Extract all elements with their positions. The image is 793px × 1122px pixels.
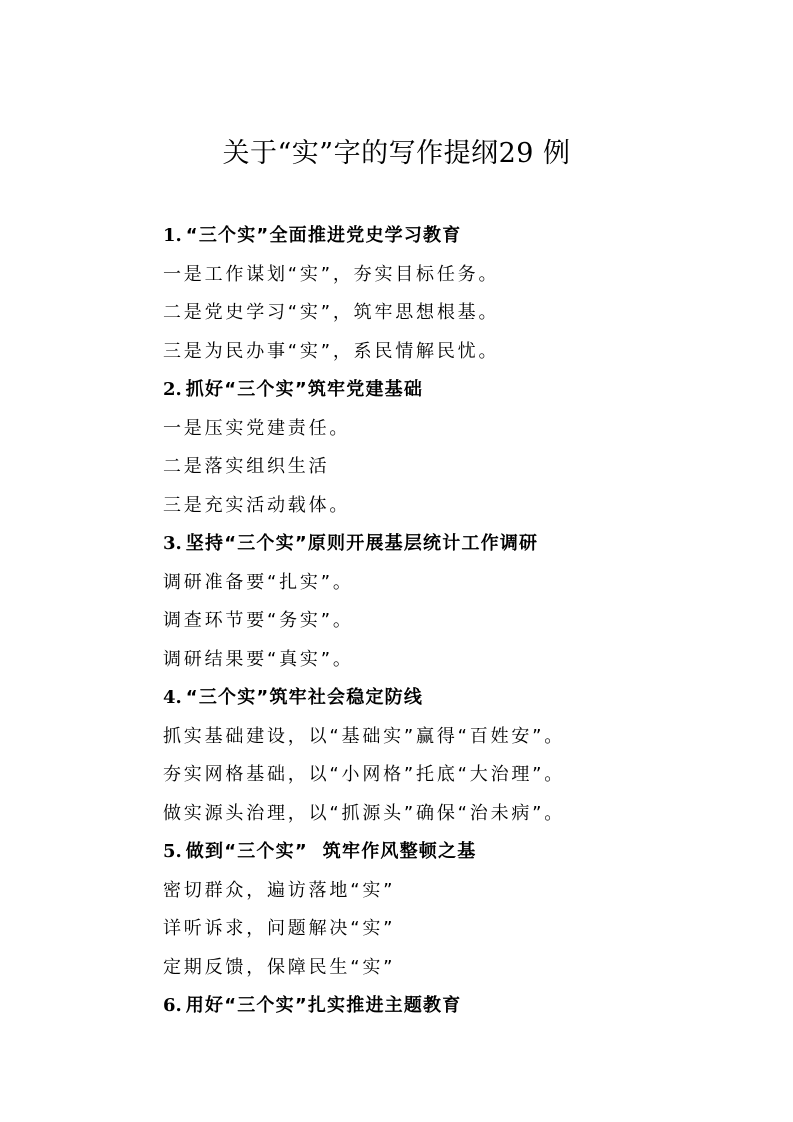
section-heading — [163, 987, 763, 1026]
section-heading — [163, 371, 763, 410]
document-body — [163, 217, 763, 1026]
section-item: 二是落实组织生活 — [163, 456, 330, 477]
section-item: 二是党史学习“实”，筑牢思想根基。 — [163, 302, 500, 323]
section-item: 定期反馈，保障民生“实” — [163, 956, 396, 978]
section-heading — [163, 525, 763, 564]
section-item: 三是为民办事“实”，系民情解民忧。 — [163, 340, 500, 362]
section-heading-text: 抓好“三个实”筑牢党建基础 — [185, 379, 424, 400]
section-item: 抓实基础建设，以“基础实”赢得“百姓安”。 — [163, 725, 566, 747]
section-number: 5. — [163, 841, 182, 862]
section-item: 做实源头治理，以“抓源头”确保“治未病”。 — [163, 802, 566, 824]
section-number: 4. — [163, 687, 182, 708]
section-heading — [163, 679, 763, 718]
section-heading — [163, 833, 763, 872]
section-item: 详听诉求，问题解决“实” — [163, 918, 396, 939]
section-number: 6. — [163, 995, 182, 1016]
section-item: 调查环节要“务实”。 — [163, 610, 354, 631]
section-heading-text: 做到“三个实” 筑牢作风整顿之基 — [185, 841, 477, 862]
section-heading-text: “三个实”筑牢社会稳定防线 — [185, 687, 424, 708]
section-heading-text: 用好“三个实”扎实推进主题教育 — [185, 995, 462, 1016]
section-heading — [163, 217, 763, 256]
section-item: 调研结果要“真实”。 — [163, 648, 354, 670]
section-number: 3. — [163, 533, 182, 554]
section-heading-text: “三个实”全面推进党史学习教育 — [185, 225, 462, 246]
section-heading-text: 坚持“三个实”原则开展基层统计工作调研 — [185, 533, 539, 554]
section-number: 1. — [163, 225, 182, 246]
section-item: 调研准备要“扎实”。 — [163, 571, 354, 593]
section-item: 一是工作谋划“实”，夯实目标任务。 — [163, 263, 500, 285]
section-item: 密切群众，遍访落地“实” — [163, 879, 396, 901]
section-item: 夯实网格基础，以“小网格”托底“大治理”。 — [163, 764, 566, 785]
section-item: 三是充实活动载体。 — [163, 494, 351, 516]
document-title: 关于“实”字的写作提纲29 例 — [222, 138, 571, 169]
section-number: 2. — [163, 379, 182, 400]
section-item: 一是压实党建责任。 — [163, 417, 351, 439]
